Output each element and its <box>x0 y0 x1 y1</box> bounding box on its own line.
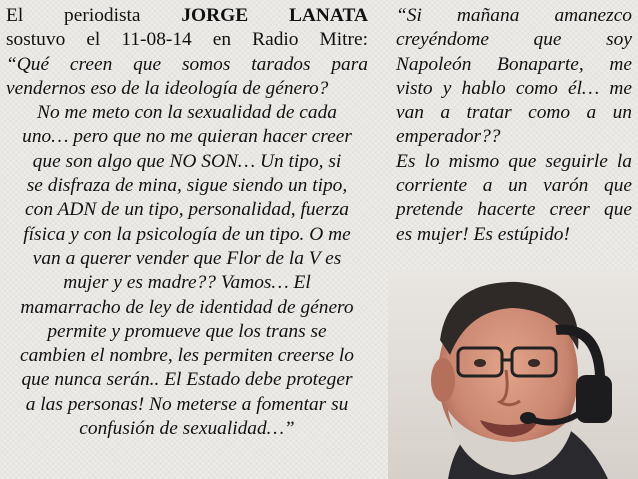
quote-line: física y con la psicología de un tipo. O me <box>23 223 351 245</box>
quote-line: a las personas! No meterse a fomentar su <box>25 393 349 415</box>
quote-line: No me meto con la sexualidad de cada <box>37 102 337 124</box>
quote-line: van a querer vender que Flor de la V es <box>32 247 342 269</box>
right-quote-line: emperador?? <box>396 126 501 148</box>
right-quote-line: Es lo mismo que seguirle la <box>396 150 632 172</box>
right-quote-line: Napoleón Bonaparte, me <box>396 53 632 75</box>
quote-line: cambien el nombre, les permiten creerse lo <box>19 345 355 367</box>
quote-question-line-1: “Qué creen que somos tarados para <box>6 53 368 75</box>
intro-line-2: sostuvo el 11-08-14 en Radio Mitre: <box>6 29 368 51</box>
right-quote-line: pretende hacerte creer que <box>396 199 632 221</box>
portrait-illustration <box>388 270 638 479</box>
right-quote-line: es mujer! Es estúpido! <box>396 223 570 245</box>
right-quote-line: corriente a un varón que <box>396 175 632 197</box>
quote-line: mujer y es madre?? Vamos… El <box>63 272 311 294</box>
right-quote-line: creyéndome que soy <box>396 29 632 51</box>
quote-question-line-2: vendernos eso de la ideología de género? <box>6 77 329 99</box>
quote-line: que nunca serán.. El Estado debe proteger <box>21 369 353 391</box>
left-text-column <box>6 4 368 441</box>
right-text-column <box>396 4 632 247</box>
quote-line: uno… pero que no me quieran hacer creer <box>22 126 352 148</box>
quote-line: con ADN de un tipo, personalidad, fuerza <box>25 199 349 221</box>
right-quote-line: “Si mañana amanezco <box>396 5 632 26</box>
intro-line-1 <box>6 4 368 28</box>
quote-body <box>6 101 368 441</box>
person-name: JORGE LANATA <box>181 5 368 26</box>
quote-line: permite y promueve que los trans se <box>47 320 327 342</box>
quote-line: se disfraza de mina, sigue siendo un tipo, <box>26 175 348 197</box>
right-quote-line: visto y hablo como él… me <box>396 77 632 99</box>
intro-prefix: El periodista <box>6 5 141 26</box>
quote-line: mamarracho de ley de identidad de género <box>20 296 354 318</box>
right-quote-body <box>396 4 632 247</box>
portrait-photo <box>388 270 638 479</box>
quote-line: confusión de sexualidad…” <box>79 418 295 440</box>
right-quote-line: van a tratar como a un <box>396 102 632 124</box>
quote-line: que son algo que NO SON… Un tipo, si <box>32 150 342 172</box>
